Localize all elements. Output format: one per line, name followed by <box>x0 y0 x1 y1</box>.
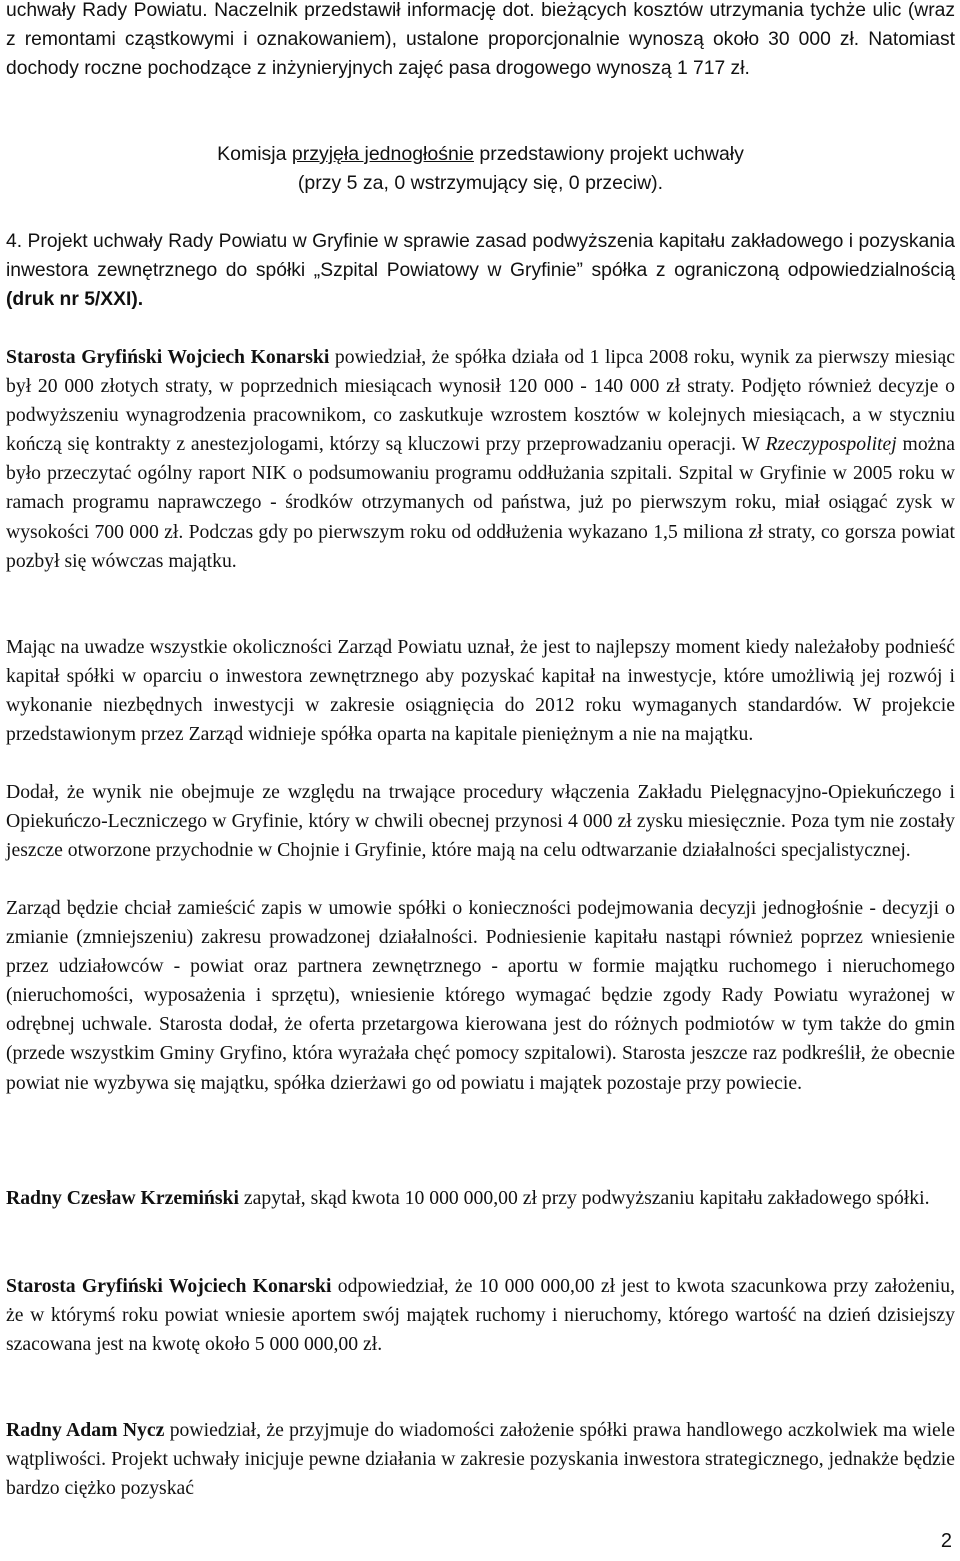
starosta-answer <box>6 1272 955 1359</box>
nycz-text: powiedział, że przyjmuje do wiadomości założenie spółki prawa handlowego aczkolwiek ma wiele wątpliwości. Projekt uchwały inicjuje pewne działania w zakresie pozyskania inwestora strategicznego, jednakże będzie bardzo ciężko pozyskać <box>6 1419 955 1500</box>
intro-paragraph: uchwały Rady Powiatu. Naczelnik przedstawił informację dot. bieżących kosztów utrzymania tychże ulic (wraz z remontami cząstkowymi i oznakowaniem), ustalone proporcjonalnie wynoszą około 30 000 zł. Natomiast dochody roczne pochodzące z inżynieryjnych zajęć pasa drogowego wynoszą 1 717 zł. <box>6 0 955 80</box>
krzeminski-question <box>6 1184 955 1213</box>
speaker-nycz: Radny Adam Nycz <box>6 1419 165 1441</box>
druk-reference: (druk nr 5/XXI). <box>6 289 144 311</box>
starosta-text-b: można było przeczytać ogólny raport NIK o podsumowaniu programu oddłużania szpitali. Szpital w Gryfinie w 2005 roku w ramach programu naprawczego - środków otrzymanych od państwa, już po pierwszym roku, miał osiągać zysk w wysokości 700 000 zł. Podczas gdy po pierwszym roku od oddłużenia wykazano 1,5 miliona zł straty, co gorsza powiat pozbył się wówczas majątku. <box>6 433 955 572</box>
paragraph-zarzad: Zarząd będzie chciał zamieścić zapis w umowie spółki o konieczności podejmowania decyzji jednogłośnie - decyzji o zmianie (zmniejszeniu) zakresu prowadzonej działalności. Podniesienie kapitału nastąpi również poprzez wniesienie przez udziałowców - powiat oraz partnera zewnętrznego - aportu w formie majątku ruchomego i nieruchomego (nieruchomości, wyposażenia i sprzętu), wniesienie którego wymagać będzie zgody Rady Powiatu wyrażonej w odrębnej uchwale. Starosta dodał, że oferta przetargowa kierowana jest do różnych podmiotów w tym także do gmin (przede wszystkim Gminy Gryfino, która wyrażała chęć pomocy szpitalowi). Starosta jeszcze raz podkreślił, że obecnie powiat nie wyzbywa się majątku, spółka dzierżawi go od powiatu i majątek pozostaje przy powiecie. <box>6 897 955 1094</box>
starosta-statement-1 <box>6 343 955 576</box>
page-number: 2 <box>940 1530 952 1552</box>
paragraph-majac: Mając na uwadze wszystkie okoliczności Zarząd Powiatu uznał, że jest to najlepszy moment kiedy należałoby podnieść kapitał spółki w oparciu o inwestora zewnętrznego aby pozyskać kapitał na inwestycje, które umożliwią jej rozwój i wykonanie niezbędnych inwestycji w zakresie osiągnięcia do 2012 roku wymaganych standardów. W projekcie przedstawionym przez Zarząd widnieje spółka oparta na kapitale pieniężnym a nie na majątku. <box>6 636 955 746</box>
agenda-item-4 <box>6 227 955 314</box>
newspaper-title: Rzeczypospolitej <box>765 433 897 456</box>
krzeminski-text: zapytał, skąd kwota 10 000 000,00 zł przy podwyższaniu kapitału zakładowego spółki. <box>238 1187 930 1209</box>
vote-detail: (przy 5 za, 0 wstrzymujący się, 0 przeciw). <box>297 172 664 195</box>
agenda-item-4-text: 4. Projekt uchwały Rady Powiatu w Gryfinie w sprawie zasad podwyższenia kapitału zakładowego i pozyskania inwestora zewnętrznego do spółki „Szpital Powiatowy w Gryfinie” spółka z ograniczoną odpowiedzialnością <box>6 231 955 282</box>
vote-result <box>6 140 955 198</box>
vote-post: przedstawiony projekt uchwały <box>474 143 744 165</box>
vote-pre: Komisja <box>217 143 292 165</box>
speaker-krzeminski: Radny Czesław Krzemiński <box>6 1187 239 1209</box>
speaker-starosta-2: Starosta Gryfiński Wojciech Konarski <box>6 1275 332 1297</box>
nycz-statement <box>6 1416 955 1503</box>
speaker-starosta: Starosta Gryfiński Wojciech Konarski <box>6 346 330 368</box>
paragraph-dodal: Dodał, że wynik nie obejmuje ze względu na trwające procedury włączenia Zakładu Pielęgnacyjno-Opiekuńczego i Opiekuńczo-Leczniczego w Gryfinie, który w chwili obecnej przynosi 4 000 zł zysku miesięcznie. Poza tym nie zostały jeszcze otworzone przychodnie w Chojnie i Gryfinie, które mają na celu odtwarzanie działalności specjalistycznej. <box>6 781 955 862</box>
starosta-text-a: powiedział, że spółka działa od 1 lipca 2008 roku, wynik za pierwszy miesiąc był 20 000 złotych straty, w poprzednich miesiącach wynosił 120 000 - 140 000 zł straty. Podjęto również decyzje o podwyższeniu wynagrodzenia pracownikom, co zaskutkuje wzrostem kosztów w kolejnych miesiącach, a w styczniu kończą się kontrakty z anestezjologami, którzy są kluczowi przy przeprowadzaniu operacji. W <box>6 346 955 456</box>
starosta-answer-text: odpowiedział, że 10 000 000,00 zł jest to kwota szacunkowa przy założeniu, że w którymś roku powiat wniesie aportem swój majątek ruchomy i nieruchomy, którego wartość na dzień dzisiejszy szacowana jest na kwotę około 5 000 000,00 zł. <box>6 1275 956 1356</box>
vote-unanimous: przyjęła jednogłośnie <box>291 143 474 165</box>
